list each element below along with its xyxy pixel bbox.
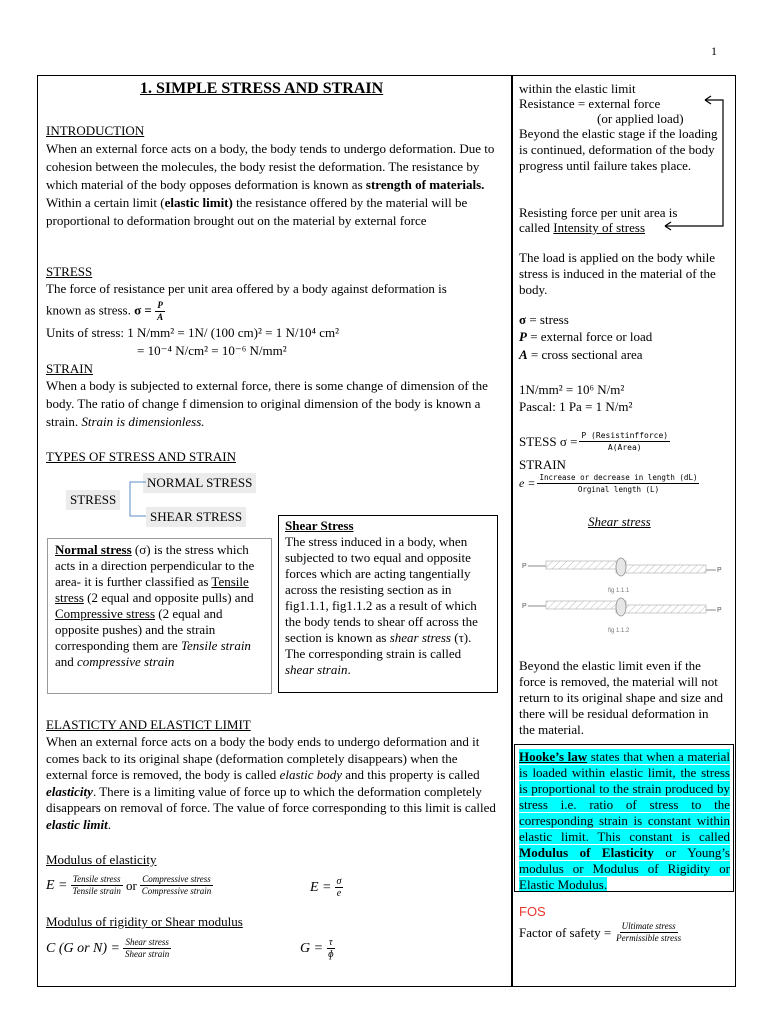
fig2-p-left: P [522, 603, 527, 610]
stress-formula: known as stress. σ = $\frac{P}{A}$ [46, 300, 164, 322]
fig2-label: fig 1.1.2 [608, 628, 630, 634]
normal-stress-node: NORMAL STRESS [143, 473, 256, 493]
normal-stress-text: Normal stress (σ) is the stress which acts in a direction perpendicular to the area- it is further classified as Tensile stress (2 equal and opposite pulls) and Compressive stress (2 equal and opposite pushes) and the strain corresponding them are Tensile strain and compressive strain [55, 542, 255, 669]
right-load-note: The load is applied on the body while stress is induced in the material of the body. [519, 250, 716, 297]
fig1-p-left: P [522, 563, 527, 570]
def-sigma: σ = stress [519, 312, 569, 327]
fig1-label: fig 1.1.1 [608, 588, 630, 594]
elasticity-heading: ELASTICTY AND ELASTICT LIMIT [46, 717, 251, 732]
strain-label: STRAIN [519, 457, 566, 472]
strain-formula: e = $\frac{\text{Increase or decrease in length (dL)}}{\text{Orginal length (L)}}$ [519, 473, 698, 494]
conversion-2: Pascal: 1 Pa = 1 N/m² [519, 399, 633, 414]
stress-definition: The force of resistance per unit area offered by a body against deformation is [46, 281, 447, 296]
shear-stress-title: Shear stress [588, 514, 651, 529]
intro-heading: INTRODUCTION [46, 123, 145, 138]
right-line-3: (or applied load) [597, 111, 684, 126]
link-arrow [655, 92, 727, 232]
tree-connector [124, 478, 148, 522]
modulus-elasticity-short: E = $\frac{\sigma}{e}$ [310, 876, 342, 899]
shear-stress-node: SHEAR STRESS [146, 507, 246, 527]
stress-units: Units of stress: 1 N/mm² = 1N/ (100 cm)² = 1 N/10⁴ cm² [46, 325, 340, 340]
modulus-rigidity-short: G = $\frac{\tau}{\text{ɸ}}$ [300, 937, 334, 960]
hookes-law-box [514, 744, 734, 892]
page-title: 1. SIMPLE STRESS AND STRAIN [140, 80, 384, 97]
stess-formula: STESS σ = $\frac{\text{P (Resistinfforce)}}{\text{A(Area)}}$ [519, 431, 669, 452]
modulus-rigidity-formula: C (G or N) = $\frac{\text{Shear stress}}{\text{Shear strain}}$ [46, 937, 170, 959]
beyond-elastic-limit: Beyond the elastic limit even if the force is removed, the material will not return to its original shape and size and there will be residual deformation in the material. [519, 658, 723, 737]
strain-paragraph: When a body is subjected to external force, there is some change of dimension of the body. The ratio of change f dimension to original dimension of the body is known a strain. Strain is dimensionless. [46, 378, 488, 429]
fos-formula: Factor of safety = $\frac{\text{Ultimate stress}}{\text{Permissible stress}}$ [519, 921, 682, 943]
fos-heading: FOS [519, 904, 546, 919]
conversion-1: 1N/mm² = 10⁶ N/m² [519, 382, 625, 397]
stress-units-2: = 10⁻⁴ N/cm² = 10⁻⁶ N/mm² [137, 343, 287, 358]
right-beyond-elastic: Beyond the elastic stage if the loading is continued, deformation of the body progress until failure takes place. [519, 126, 718, 173]
def-a: A = cross sectional area [519, 347, 643, 362]
page-number: 1 [711, 44, 717, 58]
shear-stress-text: Shear Stress The stress induced in a body, when subjected to two equal and opposite forces which are acting tangentially across the resisting section as in fig1.1.1, fig1.1.2 as a result of which the body tends to shear off across the section is known as shear stress (τ). The corresponding strain is called shear strain. [285, 518, 478, 677]
modulus-elasticity-heading: Modulus of elasticity [46, 852, 157, 867]
elasticity-paragraph: When an external force acts on a body the body ends to undergo deformation and it comes back to its original shape (deformation completely disappears) when the external force is removed, the body is called elastic body and this property is called elasticity. There is a limiting value of force up to which the deformation completely disappears on removal of force. The value of force corresponding to this limit is called elastic limit. [46, 734, 496, 832]
right-resist-1: Resisting force per unit area is [519, 205, 678, 220]
right-resist-2: called Intensity of stress [519, 220, 646, 235]
right-line-1: within the elastic limit [519, 81, 636, 96]
stress-node: STRESS [66, 490, 120, 510]
intro-paragraph: When an external force acts on a body, the body tends to undergo deformation. Due to cohesion between the molecules, the body resist the deformation. The resistance by which material of the body opposes deformation is known as strength of materials. Within a certain limit (elastic limit) the resistance offered by the material will be proportional to deformation brought out on the material by external force [46, 141, 495, 228]
modulus-rigidity-heading: Modulus of rigidity or Shear modulus [46, 914, 243, 929]
right-line-2: Resistance = external force [519, 96, 661, 111]
types-heading: TYPES OF STRESS AND STRAIN [46, 449, 236, 464]
stress-heading: STRESS [46, 264, 93, 279]
fig2-p-right: P [717, 607, 722, 614]
hookes-law-text: Hooke’s law states that when a material is loaded within elastic limit, the stress is proportional to the strain produced by stress i.e. ratio of stress to the corresponding strain is constant within elastic limit. This constant is called Modulus of Elasticity or Young’s modulus or Modulus of Rigidity or Elastic Modulus. [519, 749, 730, 892]
strain-heading: STRAIN [46, 361, 93, 376]
modulus-elasticity-formula: E = $\frac{\text{Tensile stress}}{\text{Tensile strain}}$ or $\frac{\text{Compressive stress}}{\text{Compressive strain}}$ [46, 874, 212, 896]
shear-figures [516, 548, 726, 644]
fig1-p-right: P [717, 567, 722, 574]
def-p: P = external force or load [519, 329, 653, 344]
